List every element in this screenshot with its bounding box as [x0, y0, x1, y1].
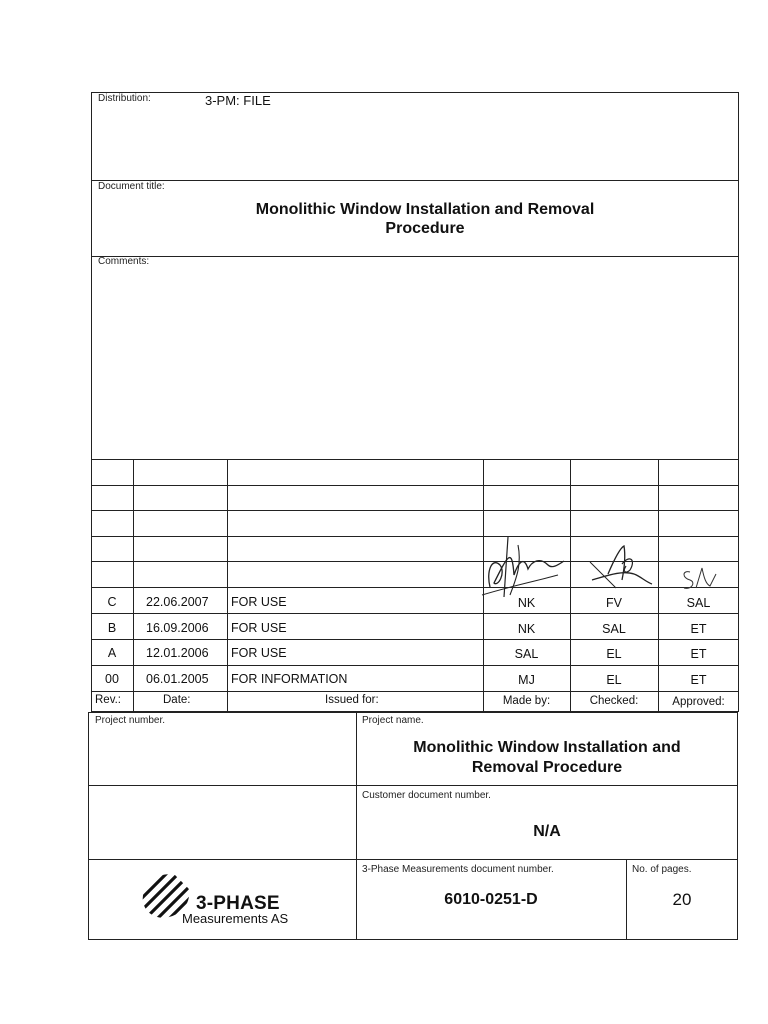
- divider: [91, 459, 739, 460]
- customer-doc-value: N/A: [533, 823, 561, 840]
- made-by-cell: NK: [517, 596, 536, 610]
- rev-cell: B: [107, 621, 117, 635]
- table-rule: [91, 665, 739, 666]
- table-rule: [91, 536, 739, 537]
- table-col-rule: [133, 459, 134, 712]
- distribution-value: 3-PM: FILE: [205, 93, 271, 108]
- project-name-line2: Removal Procedure: [471, 759, 623, 776]
- logo-sub: Measurements AS: [182, 911, 289, 926]
- logo-name: 3-PHASE: [196, 893, 280, 914]
- project-name-label: Project name.: [362, 715, 424, 726]
- date-cell: 16.09.2006: [146, 621, 209, 635]
- date-cell: 12.01.2006: [146, 646, 209, 660]
- made-by-cell: NK: [517, 622, 536, 636]
- rev-cell: C: [107, 595, 117, 609]
- lower-row-rule: [88, 859, 738, 860]
- made-by-cell: SAL: [514, 647, 539, 661]
- date-cell: 22.06.2007: [146, 595, 209, 609]
- issued-for-cell: FOR USE: [231, 621, 287, 635]
- lower-row-rule: [88, 785, 738, 786]
- phase-doc-label: 3-Phase Measurements document number.: [362, 864, 554, 875]
- distribution-label: Distribution:: [98, 93, 151, 104]
- signature-made-by: [478, 535, 568, 601]
- made-by-cell: MJ: [518, 673, 535, 687]
- table-rule: [91, 485, 739, 486]
- made-by-header: Made by:: [502, 695, 551, 707]
- table-rule: [91, 613, 739, 614]
- checked-cell: EL: [606, 647, 622, 661]
- divider: [91, 256, 739, 257]
- divider: [91, 180, 739, 181]
- issued-for-cell: FOR USE: [231, 595, 287, 609]
- checked-cell: SAL: [602, 622, 626, 636]
- comments-label: Comments:: [98, 256, 150, 267]
- table-rule: [91, 639, 739, 640]
- document-title-line1: Monolithic Window Installation and Removal: [255, 201, 595, 218]
- approved-header: Approved:: [672, 696, 725, 708]
- document-title-line2: Procedure: [385, 220, 465, 237]
- checked-header: Checked:: [589, 695, 639, 707]
- approved-cell: ET: [690, 622, 707, 636]
- rev-cell: A: [107, 646, 117, 660]
- rev-header: Rev.:: [95, 694, 121, 706]
- project-number-label: Project number.: [95, 715, 166, 726]
- issued-for-header: Issued for:: [325, 694, 379, 706]
- approved-cell: ET: [690, 673, 707, 687]
- checked-cell: EL: [606, 673, 622, 687]
- table-rule: [91, 510, 739, 511]
- table-rule: [91, 691, 739, 692]
- rev-cell: 00: [105, 672, 119, 686]
- date-cell: 06.01.2005: [146, 672, 209, 686]
- approved-cell: SAL: [686, 596, 711, 610]
- signature-checked: [586, 540, 656, 592]
- issued-for-cell: FOR INFORMATION: [231, 672, 348, 686]
- phase-doc-value: 6010-0251-D: [444, 891, 538, 908]
- pages-label: No. of pages.: [632, 864, 692, 875]
- issued-for-cell: FOR USE: [231, 646, 287, 660]
- pages-value: 20: [672, 890, 692, 909]
- signature-approved: [676, 564, 720, 594]
- approved-cell: ET: [690, 647, 707, 661]
- document-title-label: Document title:: [98, 181, 165, 192]
- customer-doc-label: Customer document number.: [362, 790, 491, 801]
- date-header: Date:: [163, 694, 191, 706]
- table-col-rule: [227, 459, 228, 712]
- upper-frame: [91, 92, 739, 712]
- project-name-line1: Monolithic Window Installation and: [413, 739, 681, 756]
- checked-cell: FV: [606, 596, 622, 610]
